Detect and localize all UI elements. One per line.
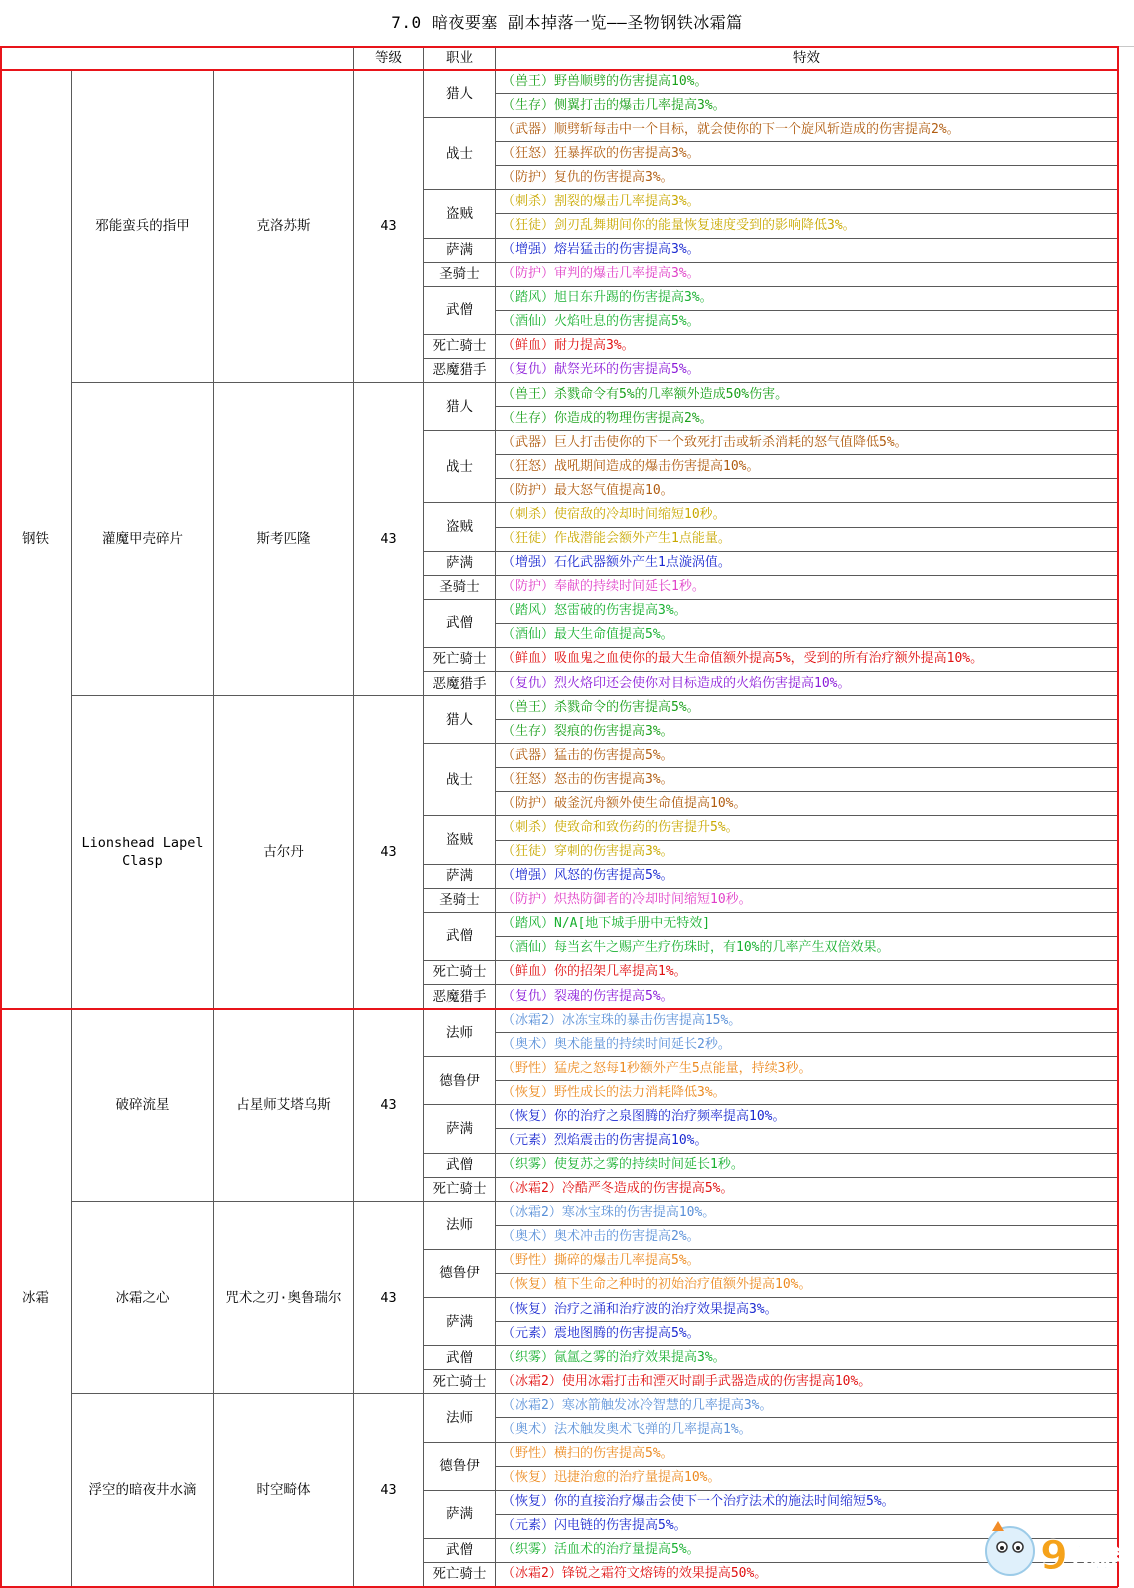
- effect-text: （狂徒）剑刃乱舞期间你的能量恢复速度受到的影响降低3%。: [496, 214, 1118, 238]
- class-name: 死亡骑士: [424, 648, 496, 672]
- effect-text: （防护）奉献的持续时间延长1秒。: [496, 576, 1118, 600]
- class-name: 武僧: [424, 913, 496, 961]
- class-name: 圣骑士: [424, 889, 496, 913]
- class-name: 盗贼: [424, 503, 496, 551]
- effect-text: （元素）烈焰震击的伤害提高10%。: [496, 1129, 1118, 1153]
- effect-text: （增强）风怒的伤害提高5%。: [496, 865, 1118, 889]
- item-level: 43: [354, 70, 424, 383]
- effect-text: （武器）猛击的伤害提高5%。: [496, 744, 1118, 768]
- group-name: 钢铁: [0, 70, 72, 1009]
- effect-text: （生存）裂痕的伤害提高3%。: [496, 720, 1118, 744]
- class-name: 恶魔猎手: [424, 672, 496, 696]
- effect-text: （防护）破釜沉舟额外使生命值提高10%。: [496, 792, 1118, 816]
- boss-name: 咒术之刃·奥鲁瑞尔: [214, 1202, 354, 1395]
- effect-text: （冰霜2）冷酷严冬造成的伤害提高5%。: [496, 1178, 1118, 1202]
- effect-text: （野性）猛虎之怒每1秒额外产生5点能量，持续3秒。: [496, 1057, 1118, 1081]
- effect-text: （织雾）使复苏之雾的持续时间延长1秒。: [496, 1154, 1118, 1178]
- effect-text: （奥术）法术触发奥术飞弹的几率提高1%。: [496, 1418, 1118, 1442]
- header-class: 职业: [424, 46, 496, 70]
- effect-text: （元素）闪电链的伤害提高5%。: [496, 1515, 1118, 1539]
- boss-name: 斯考匹隆: [214, 383, 354, 696]
- boss-name: 时空畸体: [214, 1394, 354, 1587]
- class-name: 萨满: [424, 865, 496, 889]
- class-name: 武僧: [424, 600, 496, 648]
- effect-text: （复仇）烈火烙印还会使你对目标造成的火焰伤害提高10%。: [496, 672, 1118, 696]
- effect-text: （恢复）你的直接治疗爆击会使下一个治疗法术的施法时间缩短5%。: [496, 1491, 1118, 1515]
- table-frame-right: [1117, 46, 1119, 1587]
- class-name: 盗贼: [424, 190, 496, 238]
- boss-name: 克洛苏斯: [214, 70, 354, 383]
- class-name: 德鲁伊: [424, 1443, 496, 1491]
- class-name: 德鲁伊: [424, 1250, 496, 1298]
- effect-text: （狂怒）狂暴挥砍的伤害提高3%。: [496, 142, 1118, 166]
- class-name: 法师: [424, 1202, 496, 1250]
- table-frame-left: [0, 46, 2, 1587]
- class-name: 战士: [424, 744, 496, 816]
- header-effect: 特效: [496, 46, 1118, 70]
- effect-text: （恢复）野性成长的法力消耗降低3%。: [496, 1081, 1118, 1105]
- class-name: 猎人: [424, 383, 496, 431]
- effect-text: （冰霜2）冰冻宝珠的暴击伤害提高15%。: [496, 1009, 1118, 1033]
- effect-text: （踏风）N/A[地下城手册中无特效]: [496, 913, 1118, 937]
- page-title: 7.0 暗夜要塞 副本掉落一览——圣物钢铁冰霜篇: [0, 0, 1134, 47]
- class-name: 圣骑士: [424, 263, 496, 287]
- class-name: 战士: [424, 118, 496, 190]
- effect-text: （元素）震地图腾的伤害提高5%。: [496, 1322, 1118, 1346]
- effect-text: （野性）横扫的伤害提高5%。: [496, 1443, 1118, 1467]
- effect-text: （鲜血）吸血鬼之血使你的最大生命值额外提高5%，受到的所有治疗额外提高10%。: [496, 648, 1118, 672]
- effect-text: （武器）巨人打击使你的下一个致死打击或斩杀消耗的怒气值降低5%。: [496, 431, 1118, 455]
- class-name: 死亡骑士: [424, 1178, 496, 1202]
- effect-text: （生存）侧翼打击的爆击几率提高3%。: [496, 94, 1118, 118]
- effect-text: （恢复）治疗之涌和治疗波的治疗效果提高3%。: [496, 1298, 1118, 1322]
- item-name: 冰霜之心: [72, 1202, 214, 1395]
- effect-text: （刺杀）使致命和致伤药的伤害提升5%。: [496, 816, 1118, 840]
- header-underline: [0, 69, 1118, 71]
- effect-text: （野性）撕碎的爆击几率提高5%。: [496, 1250, 1118, 1274]
- item-name: 邪能蛮兵的指甲: [72, 70, 214, 383]
- effect-text: （复仇）裂魂的伤害提高5%。: [496, 985, 1118, 1009]
- effect-text: （织雾）活血术的治疗量提高5%。: [496, 1539, 1118, 1563]
- boss-name: 占星师艾塔乌斯: [214, 1009, 354, 1202]
- class-name: 战士: [424, 431, 496, 503]
- effect-text: （踏风）怒雷破的伤害提高3%。: [496, 600, 1118, 624]
- effect-text: （狂徒）作战潜能会额外产生1点能量。: [496, 528, 1118, 552]
- effect-text: （防护）炽热防御者的冷却时间缩短10秒。: [496, 889, 1118, 913]
- item-level: 43: [354, 1394, 424, 1587]
- effect-text: （兽王）杀戮命令的伤害提高5%。: [496, 696, 1118, 720]
- drop-table: [0, 46, 1134, 1587]
- class-name: 死亡骑士: [424, 335, 496, 359]
- class-name: 德鲁伊: [424, 1057, 496, 1105]
- item-level: 43: [354, 1202, 424, 1395]
- class-name: 猎人: [424, 696, 496, 744]
- effect-text: （鲜血）你的招架几率提高1%。: [496, 961, 1118, 985]
- effect-text: （兽王）杀戮命令有5%的几率额外造成50%伤害。: [496, 383, 1118, 407]
- effect-text: （复仇）献祭光环的伤害提高5%。: [496, 359, 1118, 383]
- header-level: 等级: [354, 46, 424, 70]
- class-name: 恶魔猎手: [424, 985, 496, 1009]
- effect-text: （刺杀）割裂的爆击几率提高3%。: [496, 190, 1118, 214]
- class-name: 萨满: [424, 1491, 496, 1539]
- class-name: 武僧: [424, 287, 496, 335]
- effect-text: （增强）石化武器额外产生1点漩涡值。: [496, 552, 1118, 576]
- class-name: 法师: [424, 1394, 496, 1442]
- effect-text: （狂怒）怒击的伤害提高3%。: [496, 768, 1118, 792]
- class-name: 萨满: [424, 239, 496, 263]
- effect-text: （冰霜2）寒冰箭触发冰冷智慧的几率提高3%。: [496, 1394, 1118, 1418]
- group-divider: [0, 1008, 1118, 1010]
- item-level: 43: [354, 1009, 424, 1202]
- jiuyou-logo: [976, 1513, 1126, 1583]
- effect-text: （武器）顺劈斩每击中一个目标，就会使你的下一个旋风斩造成的伤害提高2%。: [496, 118, 1118, 142]
- effect-text: （织雾）氤氲之雾的治疗效果提高3%。: [496, 1346, 1118, 1370]
- effect-text: （鲜血）耐力提高3%。: [496, 335, 1118, 359]
- item-name: 浮空的暗夜井水滴: [72, 1394, 214, 1587]
- class-name: 死亡骑士: [424, 1563, 496, 1587]
- class-name: 萨满: [424, 1298, 496, 1346]
- effect-text: （防护）审判的爆击几率提高3%。: [496, 263, 1118, 287]
- effect-text: （奥术）奥术冲击的伤害提高2%。: [496, 1226, 1118, 1250]
- item-level: 43: [354, 696, 424, 1009]
- effect-text: （刺杀）使宿敌的冷却时间缩短10秒。: [496, 503, 1118, 527]
- effect-text: （狂怒）战吼期间造成的爆击伤害提高10%。: [496, 455, 1118, 479]
- class-name: 武僧: [424, 1346, 496, 1370]
- class-name: 法师: [424, 1009, 496, 1057]
- effect-text: （恢复）你的治疗之泉图腾的治疗频率提高10%。: [496, 1105, 1118, 1129]
- effect-text: （兽王）野兽顺劈的伤害提高10%。: [496, 70, 1118, 94]
- class-name: 死亡骑士: [424, 1370, 496, 1394]
- effect-text: （踏风）旭日东升踢的伤害提高3%。: [496, 287, 1118, 311]
- boss-name: 古尔丹: [214, 696, 354, 1009]
- class-name: 猎人: [424, 70, 496, 118]
- class-name: 恶魔猎手: [424, 359, 496, 383]
- effect-text: （冰霜2）锋锐之霜符文熔铸的效果提高50%。: [496, 1563, 1118, 1587]
- item-name: 破碎流星: [72, 1009, 214, 1202]
- watermark-glyph: 9: [1040, 1533, 1068, 1579]
- item-level: 43: [354, 383, 424, 696]
- effect-text: （防护）复仇的伤害提高3%。: [496, 166, 1118, 190]
- effect-text: （恢复）植下生命之种时的初始治疗值额外提高10%。: [496, 1274, 1118, 1298]
- group-name: 冰霜: [0, 1009, 72, 1587]
- class-name: 武僧: [424, 1154, 496, 1178]
- effect-text: （恢复）迅捷治愈的治疗量提高10%。: [496, 1467, 1118, 1491]
- header-blank: [0, 46, 354, 70]
- class-name: 死亡骑士: [424, 961, 496, 985]
- item-name: 灌魔甲壳碎片: [72, 383, 214, 696]
- class-name: 盗贼: [424, 816, 496, 864]
- mascot-icon: [986, 1521, 1034, 1575]
- effect-text: （生存）你造成的物理伤害提高2%。: [496, 407, 1118, 431]
- table-frame-top: [0, 46, 1118, 48]
- effect-text: （防护）最大怒气值提高10。: [496, 479, 1118, 503]
- item-name: Lionshead Lapel Clasp: [72, 696, 214, 1009]
- effect-text: （酒仙）火焰吐息的伤害提高5%。: [496, 311, 1118, 335]
- class-name: 萨满: [424, 552, 496, 576]
- effect-text: （奥术）奥术能量的持续时间延长2秒。: [496, 1033, 1118, 1057]
- class-name: 武僧: [424, 1539, 496, 1563]
- effect-text: （狂徒）穿刺的伤害提高3%。: [496, 841, 1118, 865]
- watermark-text: 九游: [1068, 1544, 1121, 1574]
- effect-text: （酒仙）最大生命值提高5%。: [496, 624, 1118, 648]
- effect-text: （增强）熔岩猛击的伤害提高3%。: [496, 239, 1118, 263]
- effect-text: （冰霜2）使用冰霜打击和湮灭时副手武器造成的伤害提高10%。: [496, 1370, 1118, 1394]
- effect-text: （酒仙）每当玄牛之赐产生疗伤珠时，有10%的几率产生双倍效果。: [496, 937, 1118, 961]
- class-name: 圣骑士: [424, 576, 496, 600]
- effect-text: （冰霜2）寒冰宝珠的伤害提高10%。: [496, 1202, 1118, 1226]
- class-name: 萨满: [424, 1105, 496, 1153]
